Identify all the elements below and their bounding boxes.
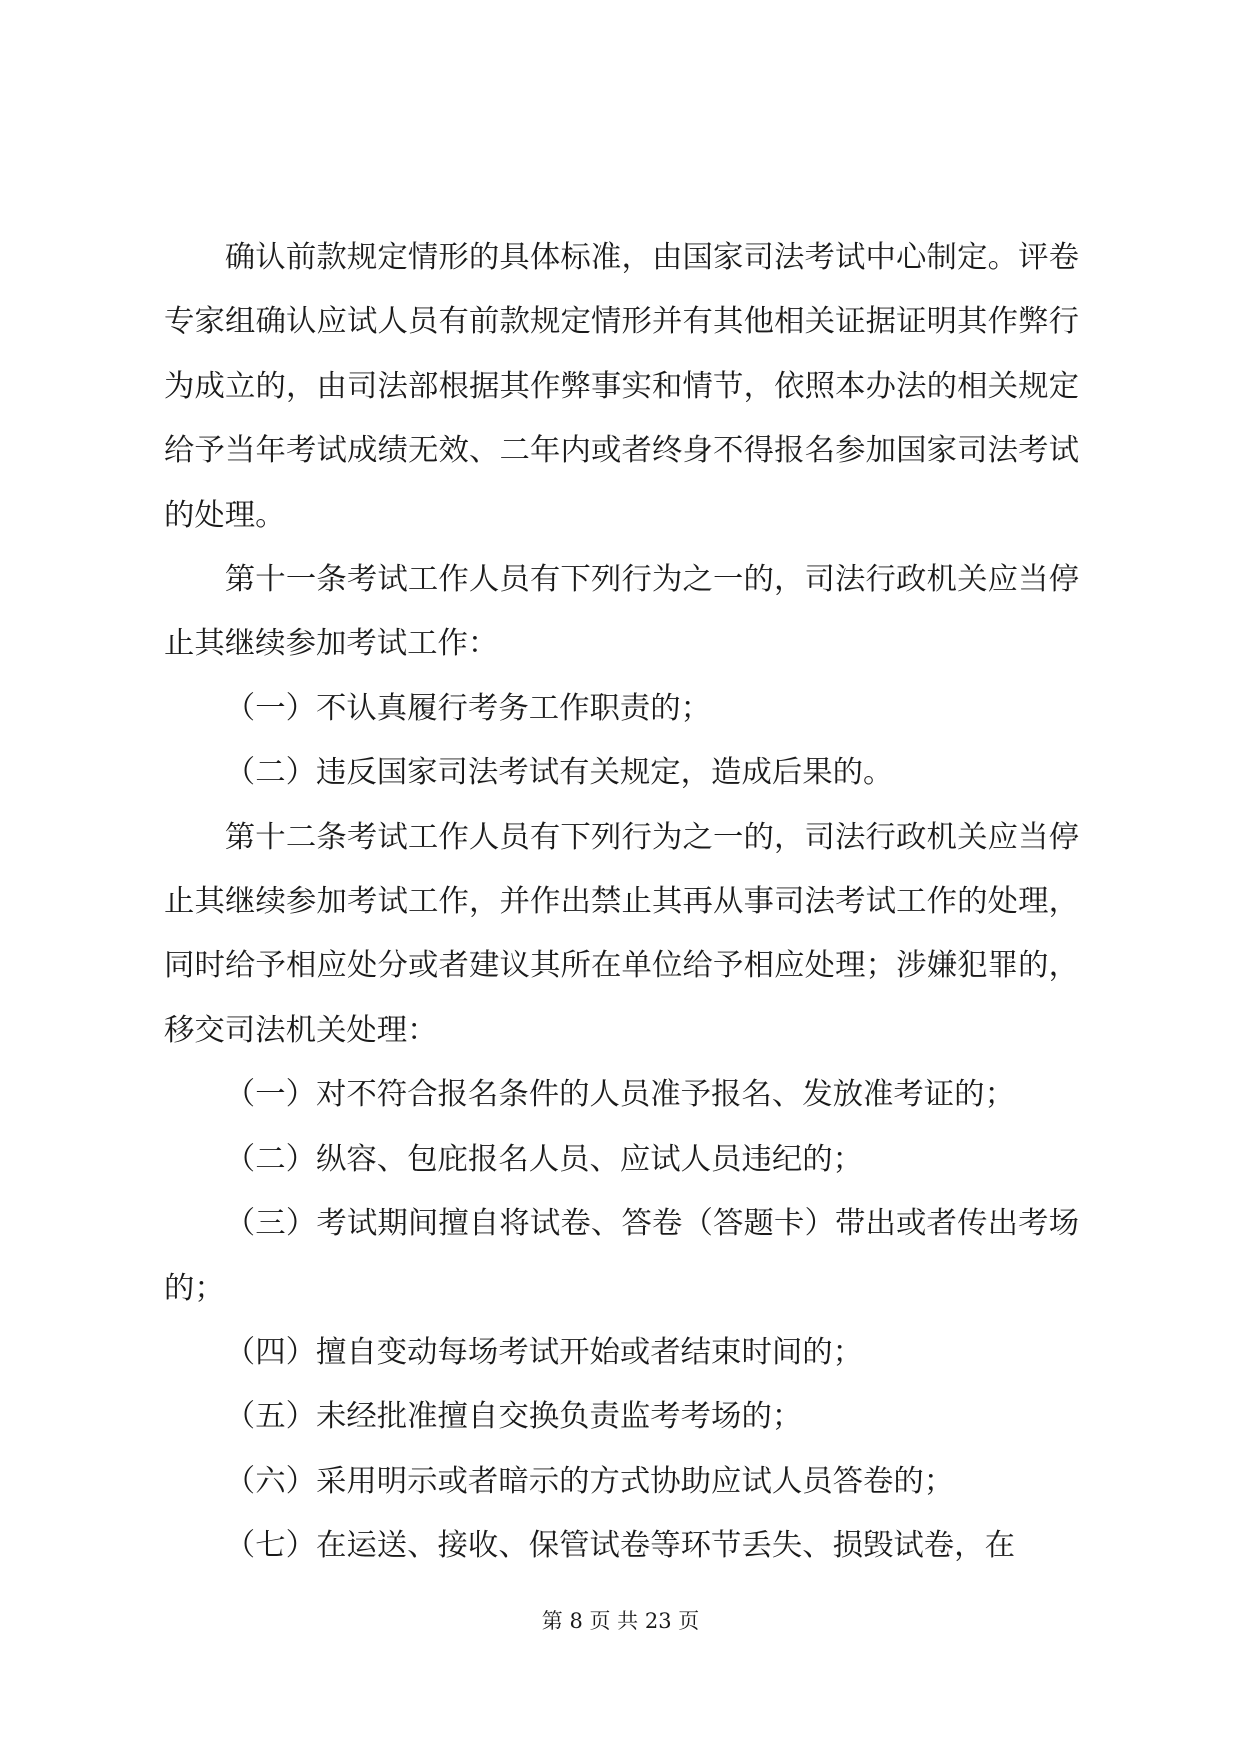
paragraph-9: （四）擅自变动每场考试开始或者结束时间的； [224,1334,864,1370]
page-footer [0,1605,1241,1635]
paragraph-11: （六）采用明示或者暗示的方式协助应试人员答卷的； [224,1463,955,1499]
paragraph-3: （一）不认真履行考务工作职责的； [224,690,712,726]
page-number-label: 第 8 页 共 23 页 [541,1609,700,1633]
paragraph-8: （三）考试期间擅自将试卷、答卷（答题卡）带出或者传出考场的； [164,1206,1079,1306]
paragraph-6: （一）对不符合报名条件的人员准予报名、发放准考证的； [224,1077,1015,1113]
paragraph-1: 确认前款规定情形的具体标准，由国家司法考试中心制定。评卷专家组确认应试人员有前款规定情形并有其他相关证据证明其作弊行为成立的，由司法部根据其作弊事实和情节，依照本办法的相关规定给予当年考试成绩无效、二年内或者终身不得报名参加国家司法考试的处理。 [164,240,1079,533]
paragraph-7: （二）纵容、包庇报名人员、应试人员违纪的； [224,1141,864,1177]
paragraph-2: 第十一条考试工作人员有下列行为之一的，司法行政机关应当停止其继续参加考试工作： [164,562,1079,662]
paragraph-10: （五）未经批准擅自交换负责监考考场的； [224,1399,803,1435]
document-body [164,226,1079,1579]
paragraph-5: 第十二条考试工作人员有下列行为之一的，司法行政机关应当停止其继续参加考试工作，并作出禁止其再从事司法考试工作的处理，同时给予相应处分或者建议其所在单位给予相应处理；涉嫌犯罪的，移交司法机关处理： [164,819,1079,1048]
paragraph-4: （二）违反国家司法考试有关规定，造成后果的。 [224,755,894,791]
paragraph-12: （七）在运送、接收、保管试卷等环节丢失、损毁试卷，在 [224,1528,1015,1564]
